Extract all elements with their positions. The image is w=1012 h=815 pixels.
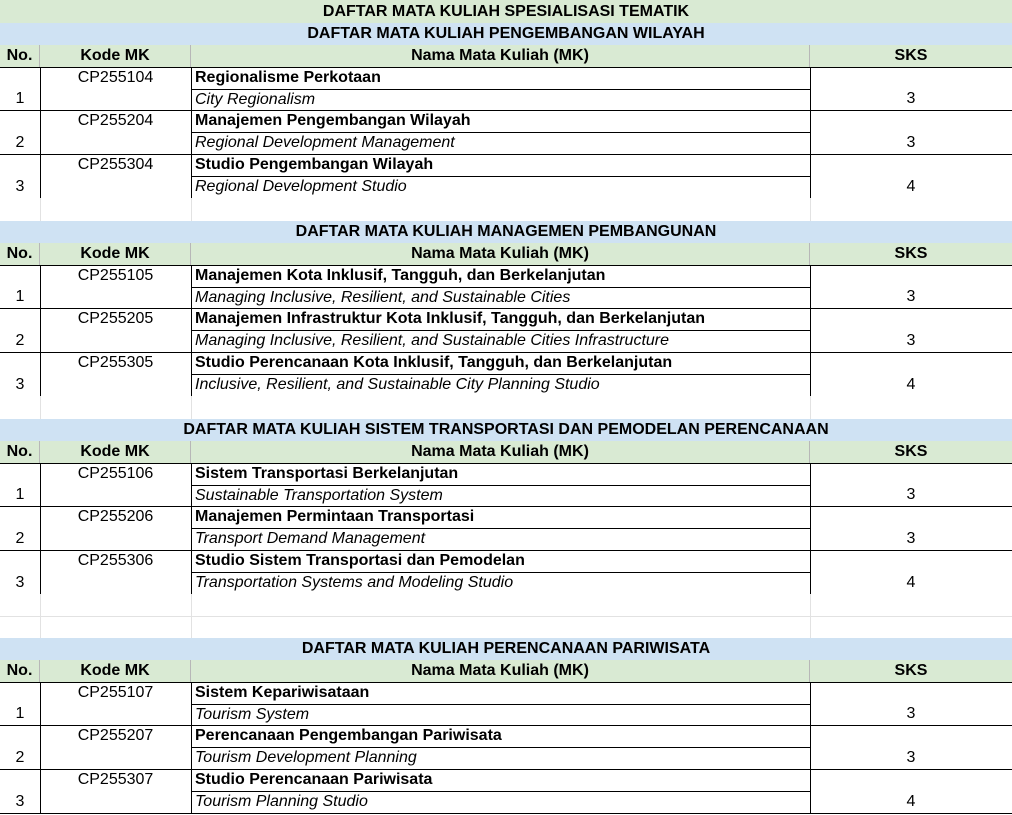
- course-row: [0, 551, 1012, 595]
- course-row: [0, 463, 1012, 507]
- header-sks: SKS: [894, 47, 928, 64]
- course-sks: 4: [906, 178, 916, 195]
- header-sks: SKS: [894, 245, 928, 262]
- course-name-id: Manajemen Pengembangan Wilayah: [195, 112, 471, 129]
- grid-line: [40, 198, 41, 221]
- name-divider: [191, 572, 810, 573]
- course-no: 3: [15, 793, 25, 810]
- course-row: [0, 353, 1012, 397]
- header-nama: Nama Mata Kuliah (MK): [191, 45, 810, 67]
- course-row: [0, 309, 1012, 353]
- course-name-en: City Regionalism: [195, 91, 316, 108]
- course-row: [0, 507, 1012, 551]
- header-sks: SKS: [894, 662, 928, 679]
- course-code: CP255305: [77, 354, 154, 371]
- grid-line: [810, 198, 811, 221]
- name-divider: [191, 747, 810, 748]
- column-header-row: [0, 45, 1012, 67]
- header-kode: Kode MK: [40, 660, 191, 682]
- course-name-id: Studio Perencanaan Pariwisata: [195, 771, 433, 788]
- grid-line: [810, 396, 811, 419]
- course-no: 1: [15, 288, 25, 305]
- course-sks: 3: [906, 288, 916, 305]
- course-sks: 3: [906, 749, 916, 766]
- course-name-en: Tourism Planning Studio: [195, 793, 368, 810]
- course-name-en: Regional Development Studio: [195, 178, 407, 195]
- course-name-id: Sistem Transportasi Berkelanjutan: [195, 465, 459, 482]
- empty-row: [0, 198, 1012, 221]
- header-nama: Nama Mata Kuliah (MK): [191, 243, 810, 265]
- course-no: 2: [15, 134, 25, 151]
- course-name-id: Perencanaan Pengembangan Pariwisata: [195, 727, 502, 744]
- course-code: CP255205: [77, 310, 154, 327]
- course-code: CP255106: [77, 465, 154, 482]
- course-name-id: Regionalisme Perkotaan: [195, 69, 381, 86]
- course-sks: 4: [906, 376, 916, 393]
- course-no: 1: [15, 90, 25, 107]
- course-row: [0, 111, 1012, 155]
- header-no: No.: [0, 441, 40, 463]
- course-sks: 4: [906, 574, 916, 591]
- course-name-id: Manajemen Kota Inklusif, Tangguh, dan Berkelanjutan: [195, 267, 606, 284]
- column-header-row: [0, 243, 1012, 265]
- name-divider: [191, 704, 810, 705]
- section-title: DAFTAR MATA KULIAH PERENCANAAN PARIWISATA: [0, 638, 1012, 660]
- course-no: 2: [15, 332, 25, 349]
- course-code: CP255307: [77, 771, 154, 788]
- column-header-row: [0, 441, 1012, 463]
- course-code: CP255204: [77, 112, 154, 129]
- course-row: [0, 726, 1012, 770]
- course-code: CP255107: [77, 684, 154, 701]
- name-divider: [191, 132, 810, 133]
- course-name-en: Managing Inclusive, Resilient, and Sustainable Cities: [195, 289, 571, 306]
- name-divider: [191, 485, 810, 486]
- header-kode: Kode MK: [40, 441, 191, 463]
- course-name-en: Transport Demand Management: [195, 530, 426, 547]
- course-name-en: Tourism Development Planning: [195, 749, 417, 766]
- header-no: No.: [0, 45, 40, 67]
- course-no: 1: [15, 486, 25, 503]
- course-name-en: Transportation Systems and Modeling Studio: [195, 574, 514, 591]
- header-kode: Kode MK: [40, 45, 191, 67]
- course-name-en: Managing Inclusive, Resilient, and Sustainable Cities Infrastructure: [195, 332, 670, 349]
- section-title: DAFTAR MATA KULIAH SISTEM TRANSPORTASI DAN PEMODELAN PERENCANAAN: [0, 419, 1012, 441]
- course-sks: 3: [906, 530, 916, 547]
- course-code: CP255105: [77, 267, 154, 284]
- grid-line: [191, 396, 192, 419]
- column-header-row: [0, 660, 1012, 682]
- course-row: [0, 155, 1012, 199]
- course-sks: 4: [906, 793, 916, 810]
- course-code: CP255306: [77, 552, 154, 569]
- course-name-en: Regional Development Management: [195, 134, 455, 151]
- header-no: No.: [0, 243, 40, 265]
- name-divider: [191, 287, 810, 288]
- course-no: 3: [15, 376, 25, 393]
- course-name-en: Inclusive, Resilient, and Sustainable City Planning Studio: [195, 376, 600, 393]
- course-code: CP255206: [77, 508, 154, 525]
- section-title: DAFTAR MATA KULIAH PENGEMBANGAN WILAYAH: [0, 23, 1012, 45]
- course-name-en: Tourism System: [195, 706, 310, 723]
- name-divider: [191, 528, 810, 529]
- header-nama: Nama Mata Kuliah (MK): [191, 441, 810, 463]
- main-title: DAFTAR MATA KULIAH SPESIALISASI TEMATIK: [0, 0, 1012, 23]
- course-name-id: Manajemen Permintaan Transportasi: [195, 508, 475, 525]
- course-code: CP255207: [77, 727, 154, 744]
- course-name-id: Sistem Kepariwisataan: [195, 684, 370, 701]
- course-name-id: Studio Sistem Transportasi dan Pemodelan: [195, 552, 525, 569]
- section-title: DAFTAR MATA KULIAH MANAGEMEN PEMBANGUNAN: [0, 221, 1012, 243]
- course-sks: 3: [906, 134, 916, 151]
- course-sks: 3: [906, 705, 916, 722]
- empty-row: [0, 594, 1012, 638]
- course-sks: 3: [906, 332, 916, 349]
- course-name-id: Studio Perencanaan Kota Inklusif, Tangguh, dan Berkelanjutan: [195, 354, 673, 371]
- name-divider: [191, 330, 810, 331]
- course-row: [0, 770, 1012, 814]
- course-no: 2: [15, 749, 25, 766]
- course-sks: 3: [906, 486, 916, 503]
- header-nama: Nama Mata Kuliah (MK): [191, 660, 810, 682]
- header-no: No.: [0, 660, 40, 682]
- course-no: 2: [15, 530, 25, 547]
- course-row: [0, 67, 1012, 111]
- course-sks: 3: [906, 90, 916, 107]
- grid-line: [0, 616, 1012, 617]
- course-no: 3: [15, 178, 25, 195]
- grid-line: [40, 396, 41, 419]
- header-kode: Kode MK: [40, 243, 191, 265]
- name-divider: [191, 791, 810, 792]
- course-no: 1: [15, 705, 25, 722]
- name-divider: [191, 176, 810, 177]
- course-code: CP255304: [77, 156, 154, 173]
- course-name-id: Studio Pengembangan Wilayah: [195, 156, 434, 173]
- course-code: CP255104: [77, 69, 154, 86]
- header-sks: SKS: [894, 443, 928, 460]
- name-divider: [191, 374, 810, 375]
- course-name-id: Manajemen Infrastruktur Kota Inklusif, Tangguh, dan Berkelanjutan: [195, 310, 705, 327]
- empty-row: [0, 396, 1012, 419]
- course-no: 3: [15, 574, 25, 591]
- name-divider: [191, 89, 810, 90]
- grid-line: [191, 198, 192, 221]
- course-row: [0, 265, 1012, 309]
- course-row: [0, 682, 1012, 726]
- course-name-en: Sustainable Transportation System: [195, 487, 443, 504]
